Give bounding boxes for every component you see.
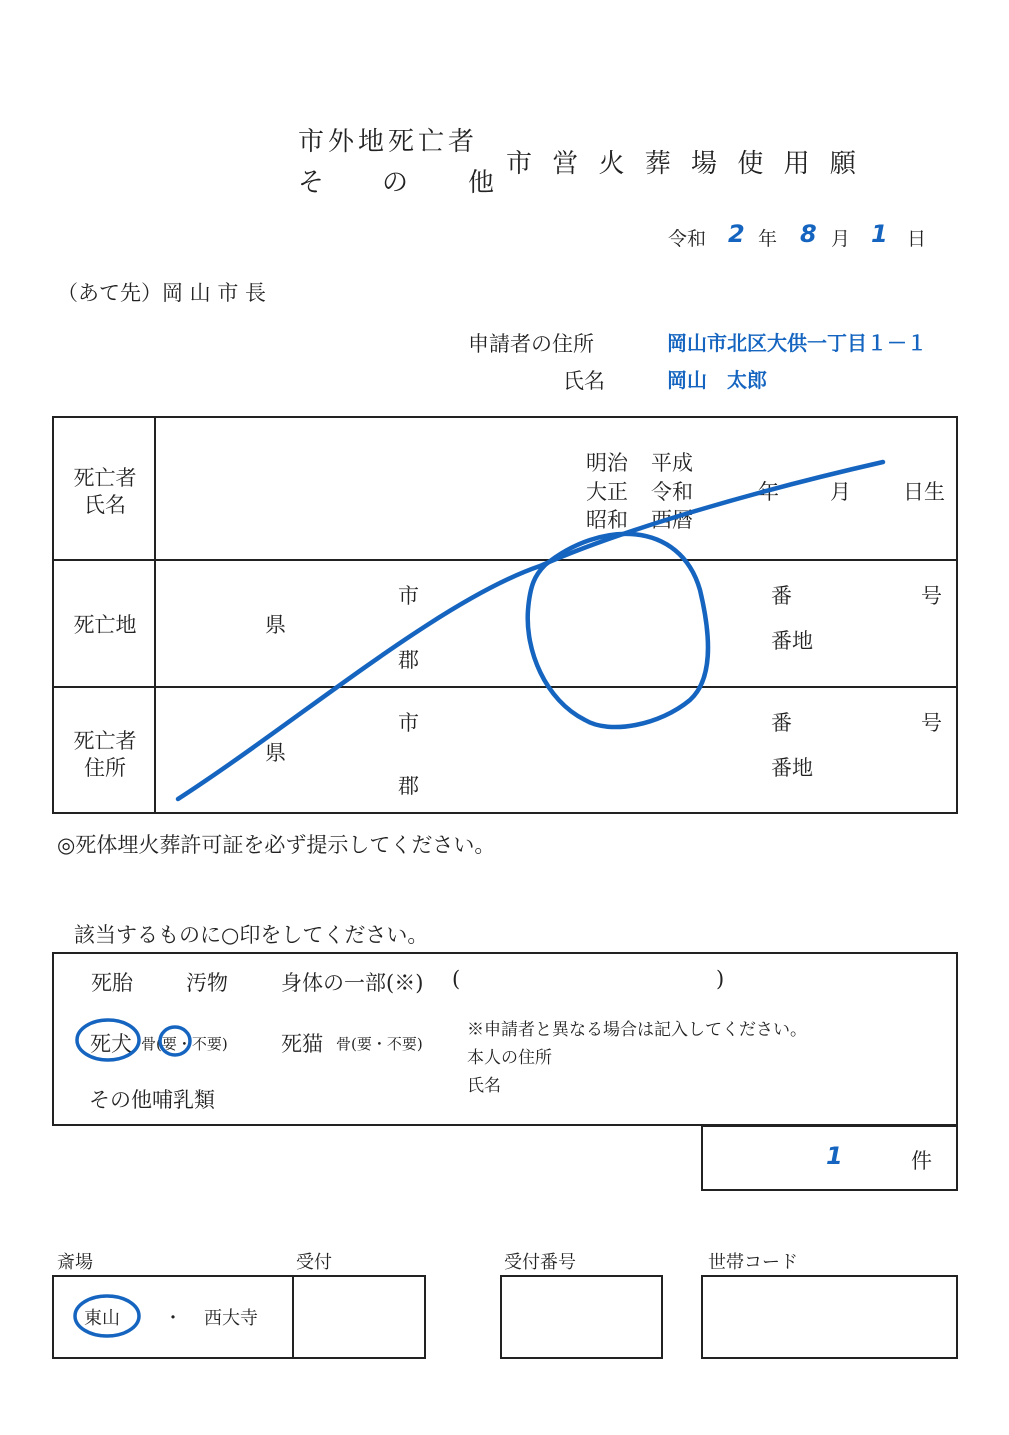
title-left-top: 市外地死亡者 xyxy=(298,127,479,157)
applicant-name-label: 氏名 xyxy=(563,369,605,393)
bone-required-circle-mark xyxy=(160,1027,190,1055)
person-name-label: 氏名 xyxy=(467,1076,501,1096)
addressee: （あて先）岡 山 市 長 xyxy=(57,281,267,305)
higashiyama-circle-mark xyxy=(75,1296,139,1336)
deceased-address-banchi: 番地 xyxy=(771,756,813,780)
reception-number-label: 受付番号 xyxy=(504,1252,576,1273)
household-code-label: 世帯コード xyxy=(708,1252,798,1273)
row-deceased-address-label-2: 住所 xyxy=(84,756,126,780)
date-month: 8 xyxy=(800,220,817,248)
option-saidaiji[interactable]: 西大寺 xyxy=(204,1308,258,1329)
deceased-address-ban: 番 xyxy=(771,711,792,735)
birth-year-unit: 年 xyxy=(758,480,779,504)
title-left-bottom-3: 他 xyxy=(468,168,495,198)
date-year-unit: 年 xyxy=(758,228,778,250)
death-place-banchi: 番地 xyxy=(771,629,813,653)
death-place-shi: 市 xyxy=(398,584,419,608)
reception-label: 受付 xyxy=(296,1252,332,1273)
deceased-address-gun: 郡 xyxy=(398,774,419,798)
date-era: 令和 xyxy=(668,228,707,250)
paren-close: ) xyxy=(716,967,725,991)
date-day-unit: 日 xyxy=(907,228,927,250)
deceased-address-go: 号 xyxy=(921,711,942,735)
count-value: 1 xyxy=(826,1142,843,1170)
era-showa: 昭和 xyxy=(586,508,628,532)
title-main: 市 営 火 葬 場 使 用 願 xyxy=(506,149,862,179)
date-month-unit: 月 xyxy=(831,228,851,250)
person-address-label: 本人の住所 xyxy=(467,1048,552,1068)
date-year: 2 xyxy=(728,220,745,248)
title-left-bottom-1: そ xyxy=(298,168,325,198)
era-reiwa: 令和 xyxy=(651,480,693,504)
death-place-gun: 郡 xyxy=(398,648,419,672)
option-other-mammals[interactable]: その他哺乳類 xyxy=(89,1088,215,1112)
deceased-address-ken: 県 xyxy=(265,741,286,765)
deceased-address-shi: 市 xyxy=(398,711,419,735)
death-place-ban: 番 xyxy=(771,584,792,608)
row-deceased-name-label-2: 氏名 xyxy=(84,493,126,517)
paren-open: ( xyxy=(452,967,461,991)
void-circle-mark xyxy=(528,534,708,727)
option-cat-bone[interactable]: 骨(要・不要) xyxy=(336,1035,423,1053)
date-day: 1 xyxy=(871,220,888,248)
era-meiji: 明治 xyxy=(586,451,628,475)
applicant-address-value: 岡山市北区大供一丁目１－１ xyxy=(667,331,927,355)
death-place-ken: 県 xyxy=(265,613,286,637)
option-dead-dog[interactable]: 死犬 xyxy=(90,1032,132,1056)
option-stillbirth[interactable]: 死胎 xyxy=(91,971,133,995)
applicant-address-label: 申請者の住所 xyxy=(468,332,594,356)
option-dead-cat[interactable]: 死猫 xyxy=(281,1032,323,1056)
era-taisho: 大正 xyxy=(586,480,628,504)
instruction: 該当するものに○印をしてください。 xyxy=(74,923,429,947)
birth-day-unit: 日生 xyxy=(903,480,945,504)
dead-dog-circle-mark xyxy=(77,1020,139,1060)
option-body-part[interactable]: 身体の一部(※) xyxy=(281,971,424,995)
applicant-name-value: 岡山 太郎 xyxy=(667,368,767,392)
row-deceased-name-label-1: 死亡者 xyxy=(73,466,137,490)
separator-dot: ・ xyxy=(164,1308,182,1329)
count-unit: 件 xyxy=(911,1149,932,1173)
option-filth[interactable]: 汚物 xyxy=(186,971,228,995)
option-higashiyama[interactable]: 東山 xyxy=(84,1308,120,1329)
option-dog-bone[interactable]: 骨(要・不要) xyxy=(141,1035,228,1053)
birth-month-unit: 月 xyxy=(830,480,851,504)
row-death-place-label: 死亡地 xyxy=(73,613,137,637)
row-deceased-address-label-1: 死亡者 xyxy=(73,729,137,753)
era-seireki: 西暦 xyxy=(651,508,693,532)
title-left-bottom-2: の xyxy=(382,168,409,198)
notice-permit: ◎死体埋火葬許可証を必ず提示してください。 xyxy=(57,833,496,857)
crematorium-label: 斎場 xyxy=(57,1252,93,1273)
note-different-person: ※申請者と異なる場合は記入してください。 xyxy=(467,1020,807,1040)
death-place-go: 号 xyxy=(921,584,942,608)
era-heisei: 平成 xyxy=(651,451,693,475)
